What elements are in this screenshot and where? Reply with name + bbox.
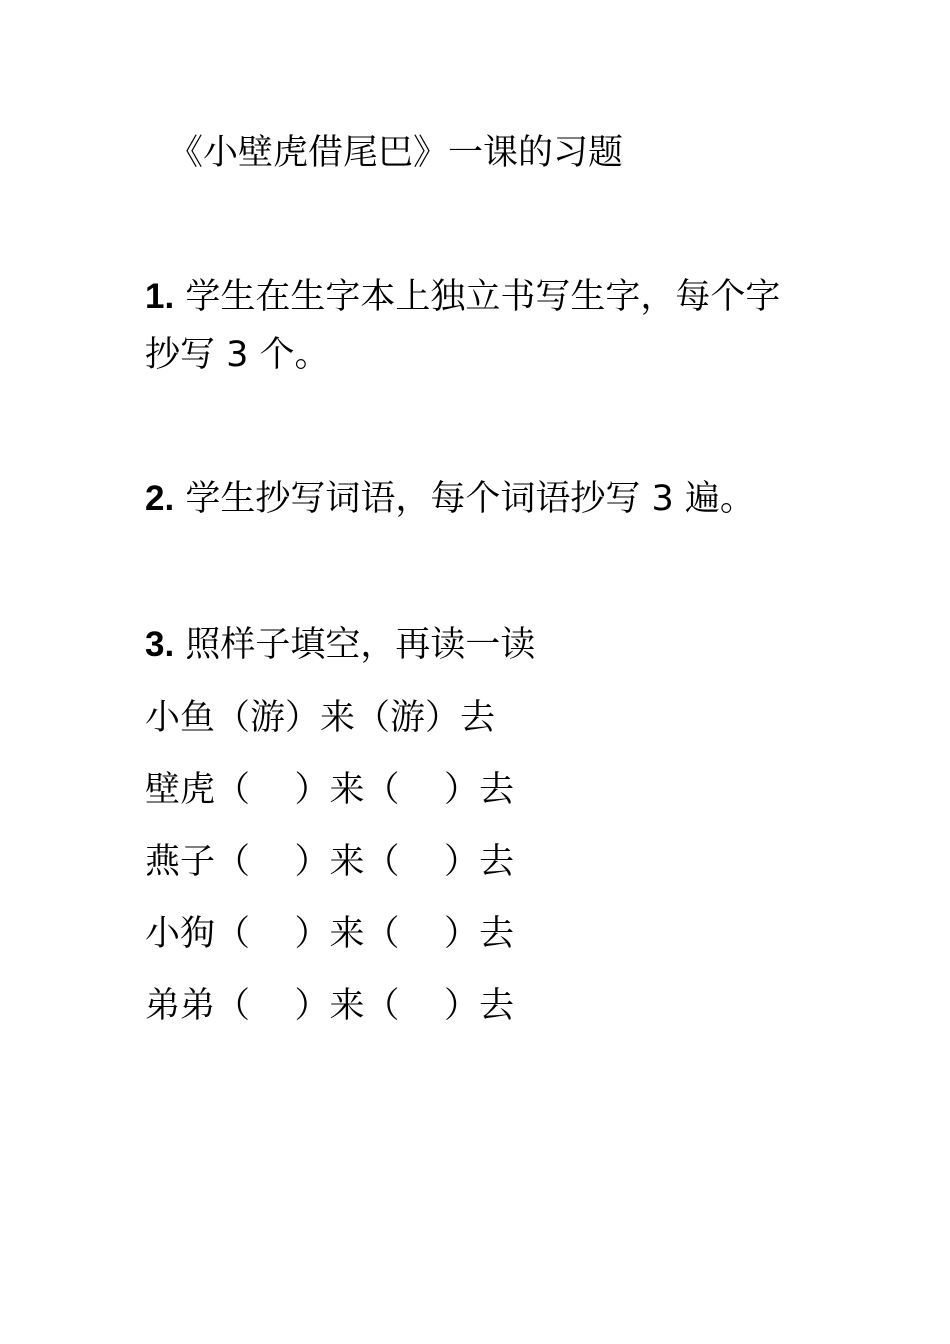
question-number: 2. xyxy=(145,479,175,518)
document-title: 《小壁虎借尾巴》一课的习题 xyxy=(168,133,624,173)
fill-row-example: 小鱼（游）来（游）去 xyxy=(145,698,496,738)
fill-row: 燕子（ ）来（ ）去 xyxy=(145,842,515,882)
fill-row: 弟弟（ ）来（ ）去 xyxy=(145,986,515,1026)
question-text: 学生抄写词语，每个词语抄写 3 遍。 xyxy=(185,479,755,519)
fill-in-list xyxy=(145,690,514,1050)
question-3 xyxy=(145,616,815,674)
fill-row: 壁虎（ ）来（ ）去 xyxy=(145,770,515,810)
question-2 xyxy=(145,470,815,528)
question-text: 学生在生字本上独立书写生字，每个字抄写 3 个。 xyxy=(145,277,781,375)
question-1 xyxy=(145,268,815,384)
question-number: 1. xyxy=(145,277,175,316)
fill-row: 小狗（ ）来（ ）去 xyxy=(145,914,515,954)
question-number: 3. xyxy=(145,625,175,664)
question-text: 照样子填空，再读一读 xyxy=(185,625,536,665)
